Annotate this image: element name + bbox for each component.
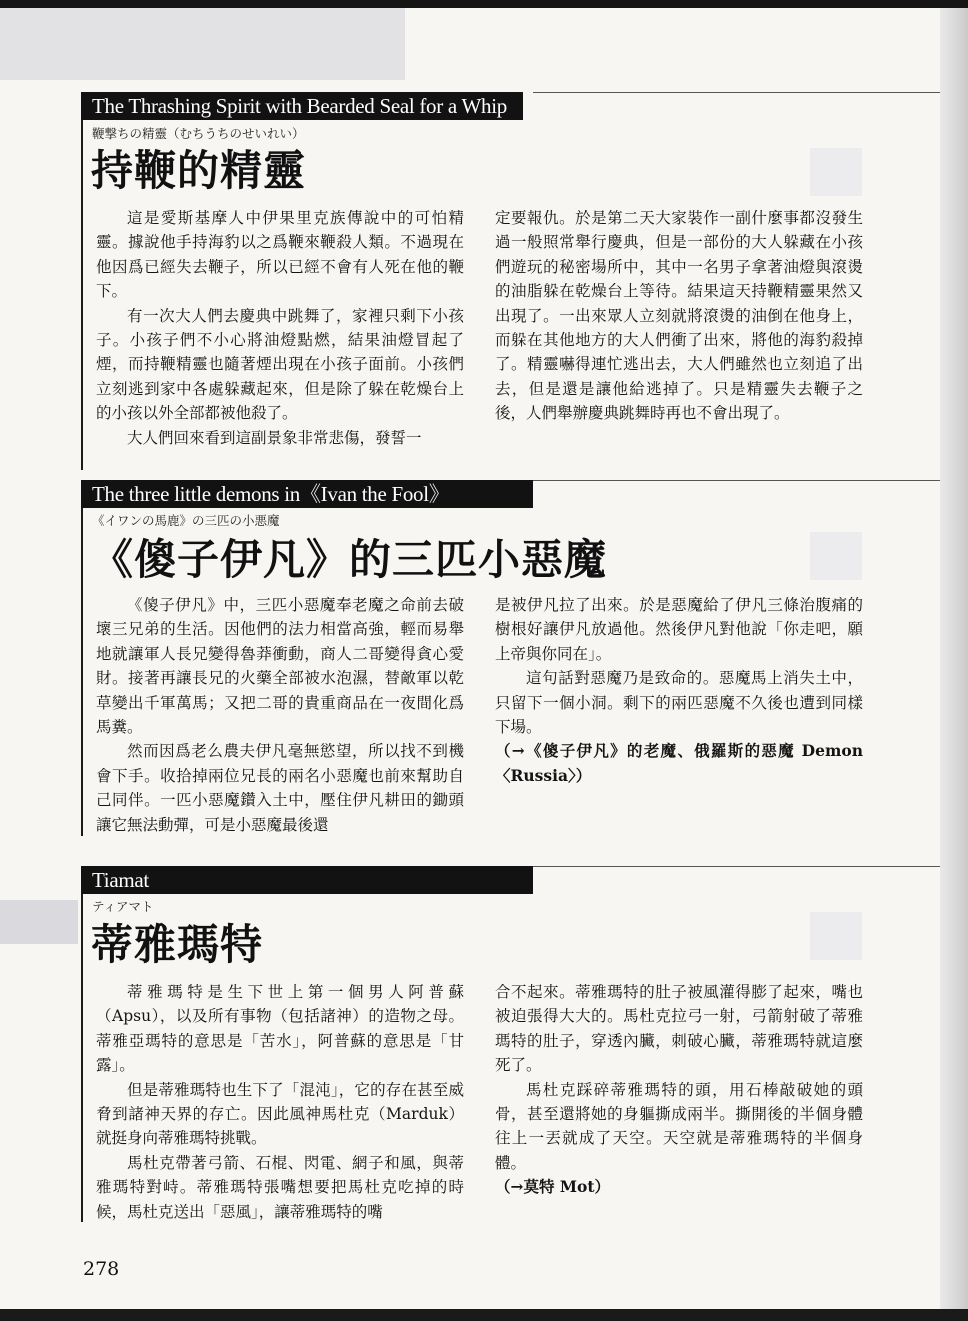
- japanese-title: 《イワンの馬鹿》の三匹の小悪魔: [92, 513, 280, 528]
- paragraph: 定要報仇。於是第二天大家裝作一副什麼事都沒發生過一般照常舉行慶典，但是一部份的大人躲藏在小孩們遊玩的秘密場所中，其中一名男子拿著油燈與滾燙的油脂躲在乾燥台上等待。結果這天持鞭精靈果然又出現了。一出來眾人立刻就將滾燙的油倒在他身上，而躲在其他地方的大人們衝了出來，將他的海豹殺掉了。精靈嚇得連忙逃出去，大人們雖然也立刻追了出去，但是還是讓他給逃掉了。只是精靈失去鞭子之後，人們舉辦慶典跳舞時再也不會出現了。: [495, 209, 863, 423]
- paragraph: 然而因爲老么農夫伊凡毫無慾望，所以找不到機會下手。收拾掉兩位兄長的兩名小惡魔也前來幫助自己同伴。一匹小惡魔鑽入土中，壓住伊凡耕田的鋤頭讓它無法動彈，可是小惡魔最後還: [96, 742, 464, 834]
- paragraph: 合不起來。蒂雅瑪特的肚子被風灌得膨了起來，嘴也被迫張得大大的。馬杜克拉弓一射，弓箭射破了蒂雅瑪特的肚子，穿透內臟，刺破心臟，蒂雅瑪特就這麼死了。: [495, 983, 863, 1075]
- cross-reference: （→《傻子伊凡》的老魔、俄羅斯的惡魔 Demon〈Russia〉）: [495, 741, 863, 785]
- body-column-left: [96, 980, 464, 1224]
- chinese-title: 蒂雅瑪特: [91, 920, 264, 969]
- paragraph: 馬杜克踩碎蒂雅瑪特的頭，用石棒敲破她的頭骨，甚至還將她的身軀撕成兩半。撕開後的半個身體往上一丟就成了天空。天空就是蒂雅瑪特的半個身體。: [495, 1080, 863, 1172]
- body-column-right: [495, 206, 863, 426]
- paragraph: 這句話對惡魔乃是致命的。惡魔馬上消失土中，只留下一個小洞。剩下的兩匹惡魔不久後也遭到同樣下場。: [495, 669, 863, 737]
- page-number: 278: [83, 1258, 120, 1280]
- scan-shadow: [0, 900, 78, 944]
- section-rule: [81, 866, 83, 1222]
- cross-reference: （→莫特 Mot）: [495, 1177, 611, 1197]
- chinese-title: 持鞭的精靈: [91, 146, 307, 195]
- section-rule: [533, 92, 940, 93]
- paragraph: 這是愛斯基摩人中伊果里克族傳說中的可怕精靈。據說他手持海豹以之爲鞭來鞭殺人類。不過現在他因爲已經失去鞭子，所以已經不會有人死在他的鞭下。: [96, 209, 464, 301]
- body-column-left: [96, 206, 464, 450]
- chinese-title: 《傻子伊凡》的三匹小惡魔: [91, 535, 608, 584]
- paragraph: 馬杜克帶著弓箭、石棍、閃電、網子和風，與蒂雅瑪特對峙。蒂雅瑪特張嘴想要把馬杜克吃掉的時候，馬杜克送出「惡風」，讓蒂雅瑪特的嘴: [96, 1153, 464, 1221]
- body-column-right: [495, 980, 863, 1200]
- scan-top-edge: [0, 0, 968, 8]
- japanese-title: 鞭撃ちの精靈（むちうちのせいれい）: [92, 126, 305, 141]
- margin-marker: [810, 148, 862, 196]
- margin-marker: [810, 532, 862, 580]
- english-title-bar: The Thrashing Spirit with Bearded Seal for a Whip: [81, 92, 523, 120]
- scan-shadow: [0, 8, 405, 80]
- section-rule: [533, 480, 940, 481]
- section-rule: [533, 866, 940, 867]
- paragraph: 《傻子伊凡》中，三匹小惡魔奉老魔之命前去破壞三兄弟的生活。因他們的法力相當高強，輕而易舉地就讓軍人長兄變得魯莽衝動，商人二哥變得貪心愛財。接著再讓長兄的火藥全部被水泡濕，替敵軍以乾草變出千軍萬馬；又把二哥的貴重商品在一夜間化爲馬糞。: [96, 596, 464, 737]
- page-gutter: [940, 8, 968, 1321]
- body-column-right: [495, 593, 863, 788]
- paragraph: 是被伊凡拉了出來。於是惡魔給了伊凡三條治腹痛的樹根好讓伊凡放過他。然後伊凡對他說「你走吧，願上帝與你同在」。: [495, 596, 863, 663]
- english-title-bar: Tiamat: [81, 866, 533, 894]
- paragraph: 大人們回來看到這副景象非常悲傷，發誓一: [127, 428, 422, 447]
- section-rule: [81, 480, 83, 836]
- section-rule: [81, 92, 83, 470]
- paragraph: 蒂雅瑪特是生下世上第一個男人阿普蘇（Apsu），以及所有事物（包括諸神）的造物之母。蒂雅亞瑪特的意思是「苦水」，阿普蘇的意思是「甘露」。: [96, 983, 464, 1075]
- paragraph: 有一次大人們去慶典中跳舞了，家裡只剩下小孩子。小孩子們不小心將油燈點燃，結果油燈冒起了煙，而持鞭精靈也隨著煙出現在小孩子面前。小孩們立刻逃到家中各處躲藏起來，但是除了躲在乾燥台上的小孩以外全部都被他殺了。: [96, 306, 464, 423]
- english-title-bar: The three little demons in《Ivan the Fool》: [81, 480, 533, 508]
- scan-bottom-edge: [0, 1309, 968, 1321]
- paragraph: 但是蒂雅瑪特也生下了「混沌」，它的存在甚至威脅到諸神天界的存亡。因此風神馬杜克（Marduk）就挺身向蒂雅瑪特挑戰。: [96, 1080, 464, 1148]
- japanese-title: ティアマト: [92, 899, 154, 914]
- body-column-left: [96, 593, 464, 837]
- margin-marker: [810, 912, 862, 960]
